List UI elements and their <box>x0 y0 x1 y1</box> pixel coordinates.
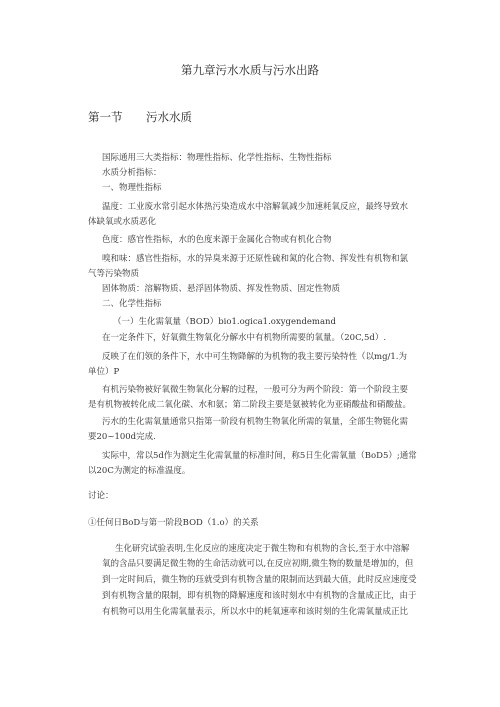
text-line: 二、化学性指标 <box>102 299 162 309</box>
text-line: 污水的生化需氧量通常只指第一阶段有机物生物氧化所需的氧量，全部生物铤化需 <box>102 417 409 427</box>
text-line: ①任何日BoD与第一阶段BOD（1.o）的关系 <box>88 518 259 528</box>
text-line: 实际中，常以5d作为测定生化需氧量的标准时间，称5日生化需氧量（BoD5）;通常 <box>102 451 417 461</box>
text-line: 色度：感官性指标，水的色度来源于金属化合物或有机化合物 <box>102 235 332 245</box>
text-line: 体缺氧或水质恶化 <box>88 217 157 227</box>
text-line: 有机物可以用生化需氧量表示，所以水中的耗氧速率和该时刻的生化需氧量成正比 <box>102 607 409 617</box>
text-line: 氧的含品只要满足微生物的生命活动就可以,在反应初期,微生物的数量是增加的，但 <box>102 559 414 569</box>
text-line: 生化研究试验表明,生化反应的速度决定于微生物和有机物的含长,至于水中溶解 <box>115 544 410 554</box>
text-line: 温度：工业废水常引起水体热污染造成水中溶解氧减少加速耗氧反应，最终导致水 <box>102 202 409 212</box>
section-name: 污水水质 <box>146 110 192 124</box>
text-line: 气等污染物质 <box>88 269 140 279</box>
text-line: 以20C为测定的标准温度。 <box>88 466 191 476</box>
text-line: （一）生化需氧量（BOD）bio1.ogica1.oxygendemand <box>113 317 336 327</box>
chapter-title: 第九章污水水质与污水出路 <box>181 63 319 77</box>
text-line: 要20~100d完成. <box>88 432 156 442</box>
text-line: 单位）P <box>88 367 120 377</box>
text-line: 固体物质：溶解物质、悬浮固体物质、挥发性物质、固定性物质 <box>102 284 341 294</box>
text-line: 到一定时间后，微生物的珏就受到有机物含量的限制而达到最大值，此时反应速度受 <box>102 575 417 585</box>
section-number: 第一节 <box>88 110 123 124</box>
text-line: 嗅和味：感官性指标，水的异臭来源于还原性硫和氮的化合物、挥发性有机物和氯 <box>102 254 409 264</box>
text-line: 一、物理性指标 <box>102 183 162 193</box>
text-line: 反映了在们领的条件下，水中可生物降解的为机物的我主要污染特性（以mg/1.为 <box>102 352 407 362</box>
text-line: 在一定条件下，好氧微生物氧化分解水中有机物所需要的氧量。（20C,5d）. <box>102 333 387 343</box>
discussion-heading: 讨论： <box>88 491 114 501</box>
section-heading <box>88 110 192 124</box>
text-line: 水质分析指标： <box>102 168 162 178</box>
text-line: 有机污染物被好氧微生物氧化分解的过程，一般可分为两个阶段：第一个阶段主要 <box>102 385 409 395</box>
text-line: 是有机物被转化成二氧化碳、水和氨；第二阶段主要是氨被转化为亚硝酸盐和硝酸盐。 <box>88 400 412 410</box>
text-line: 到有机物含量的限制，即有机物的降解速度和该时刻水中有机物的含量成正比，由于 <box>102 591 417 601</box>
text-line: 国际通用三大类指标：物理性指标、化学性指标、生物性指标 <box>102 153 332 163</box>
